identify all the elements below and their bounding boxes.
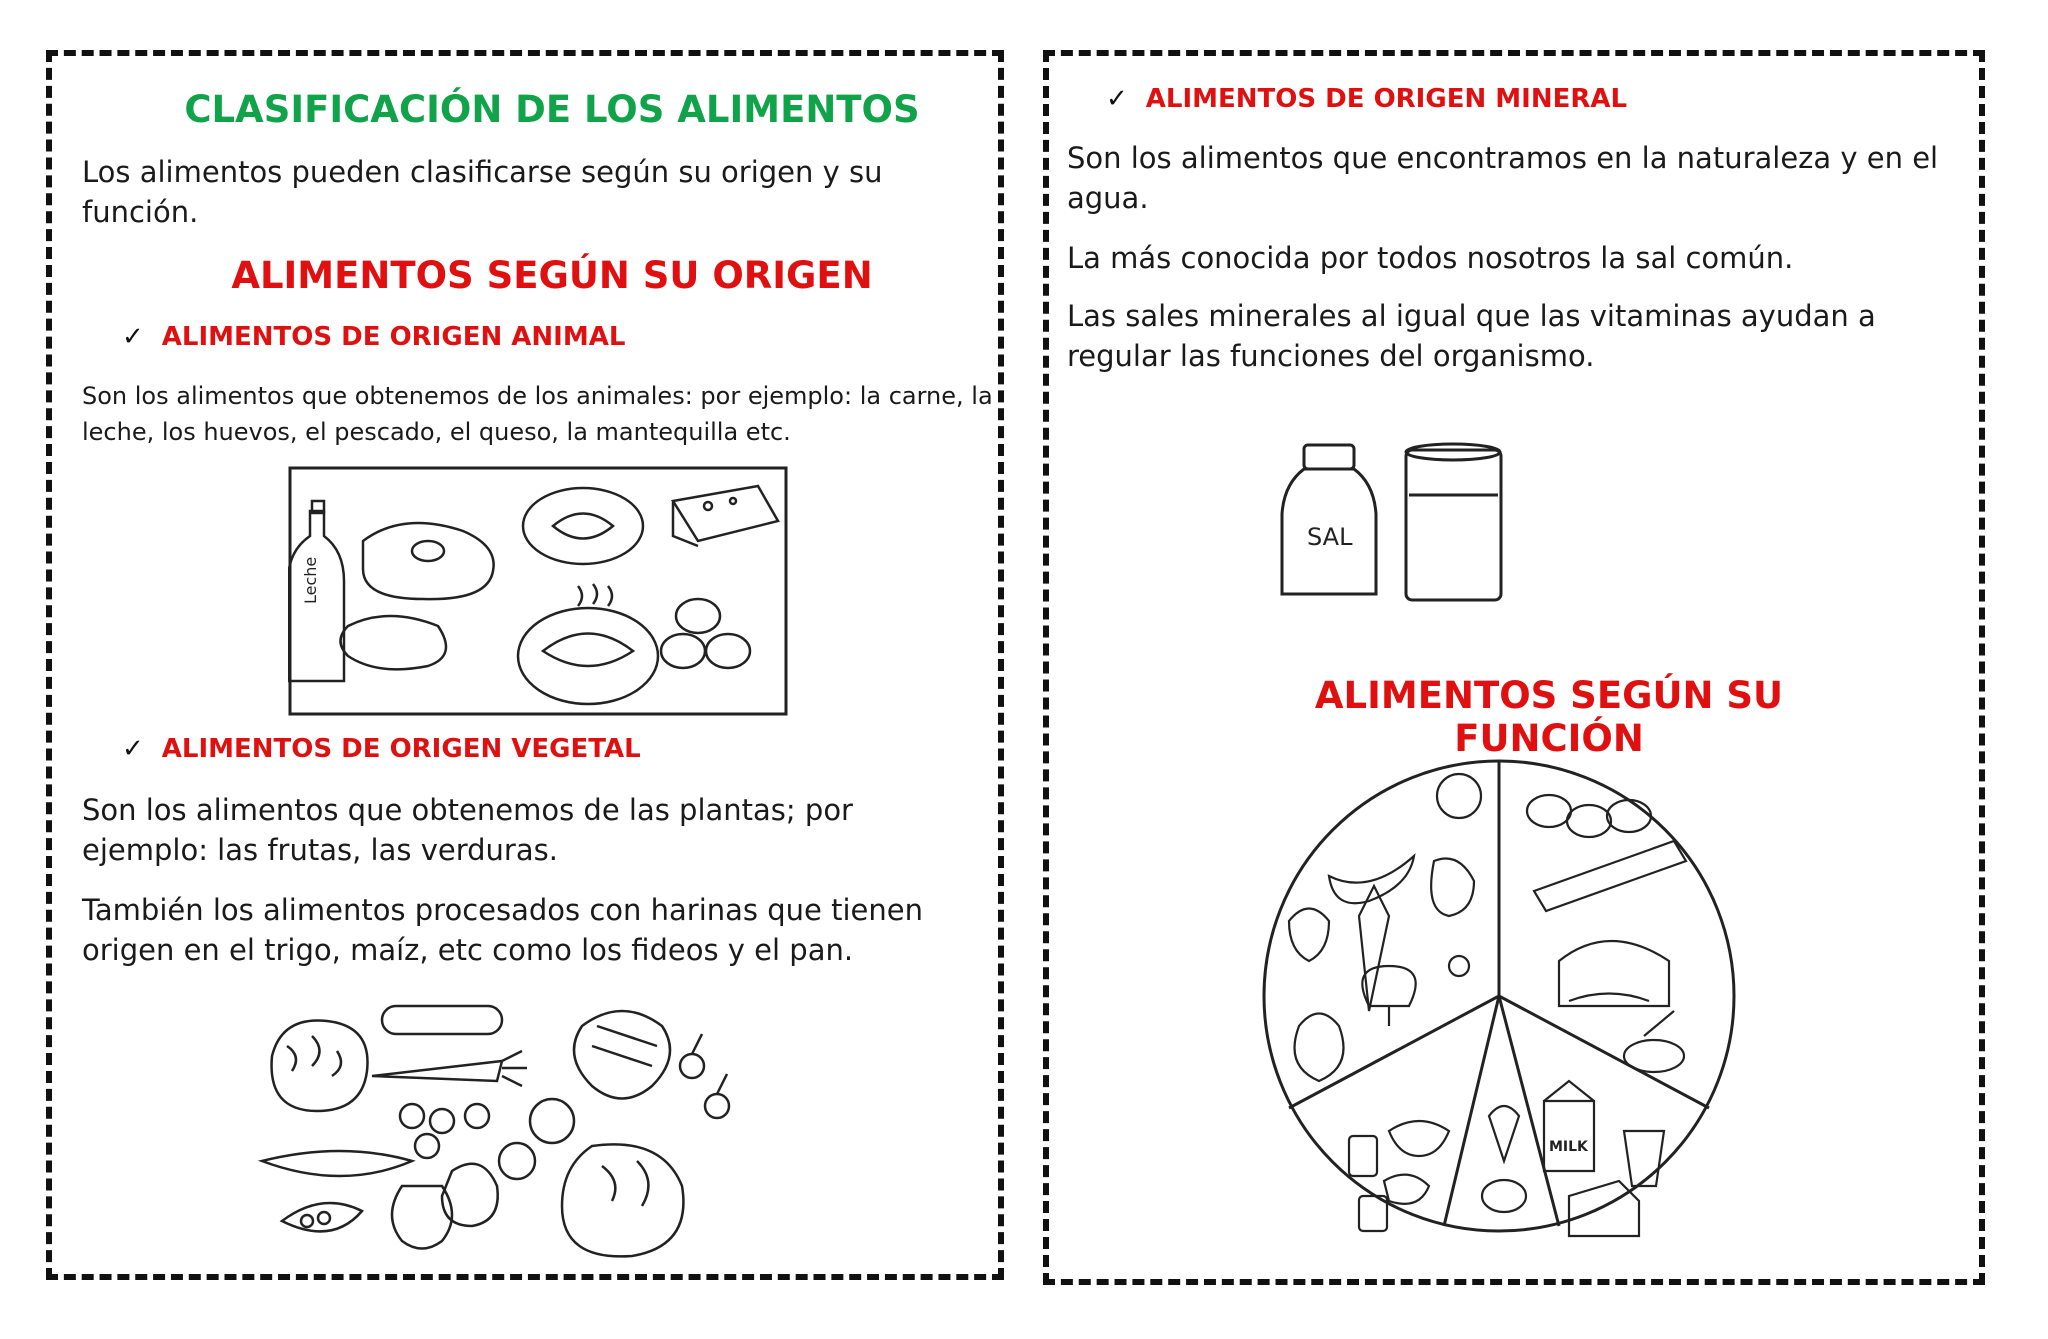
- bottle-label: Leche: [301, 556, 320, 604]
- strawberry-icon: [1289, 909, 1329, 962]
- function-heading: ALIMENTOS SEGÚN SU FUNCIÓN: [1314, 674, 1784, 760]
- pineapple-icon: [1295, 1014, 1344, 1082]
- broccoli-icon: [1362, 966, 1415, 1026]
- dumpling-icon: [1482, 1180, 1526, 1212]
- animal-text: Son los alimentos que obtenemos de los animales: por ejemplo: la carne, la leche, los huevos, el pescado, el queso, la mantequilla etc.: [82, 382, 993, 446]
- page-title: CLASIFICACIÓN DE LOS ALIMENTOS: [184, 88, 920, 131]
- origin-heading: ALIMENTOS SEGÚN SU ORIGEN: [231, 254, 873, 297]
- zucchini-icon: [262, 1151, 412, 1176]
- food-groups-plate: [1259, 756, 1739, 1246]
- bread-icon: [1559, 941, 1669, 1006]
- pepper-icon: [1431, 859, 1474, 917]
- mineral-text-2: La más conocida por todos nosotros la sal común.: [1067, 241, 1794, 275]
- pasta-icon: [1534, 841, 1686, 911]
- mineral-text-1: Son los alimentos que encontramos en la naturaleza y en el agua.: [1067, 141, 1939, 215]
- potato-icon: [400, 1104, 424, 1128]
- left-panel: [46, 50, 1004, 1280]
- salt-water-illustration: [1279, 440, 1509, 610]
- milk-label: MILK: [1549, 1139, 1588, 1155]
- check-icon: ✓: [1106, 84, 1128, 114]
- cereal-bowl-icon: [1624, 1040, 1684, 1072]
- banana-icon: [1329, 856, 1414, 903]
- vegetal-heading: [122, 734, 641, 764]
- right-panel: [1043, 50, 1985, 1285]
- radish-icon: [680, 1054, 704, 1078]
- lettuce-icon: [272, 1020, 368, 1111]
- vegetal-text-2: También los alimentos procesados con harinas que tienen origen en el trigo, maíz, etc como los fideos y el pan.: [82, 893, 923, 967]
- mineral-heading: [1106, 84, 1627, 114]
- cherry-icon: [1449, 956, 1469, 976]
- cucumber-icon: [382, 1006, 502, 1034]
- animal-heading-label: ALIMENTOS DE ORIGEN ANIMAL: [161, 322, 626, 352]
- carrot-icon: [372, 1061, 502, 1081]
- animal-foods-illustration: [288, 466, 788, 716]
- chicken-icon: [1389, 1121, 1449, 1156]
- can-icon: [1349, 1136, 1377, 1176]
- cheese-icon: [1569, 1181, 1639, 1236]
- peas-icon: [282, 1203, 362, 1231]
- tomato-icon: [530, 1099, 574, 1143]
- pepper-icon: [442, 1164, 498, 1226]
- check-icon: ✓: [122, 734, 144, 764]
- orange-icon: [1437, 774, 1481, 818]
- steak-icon: [1384, 1175, 1429, 1204]
- check-icon: ✓: [122, 322, 144, 352]
- milk-carton-icon: [1544, 1081, 1594, 1171]
- salt-shaker-icon: [1304, 445, 1354, 469]
- vegetal-heading-label: ALIMENTOS DE ORIGEN VEGETAL: [161, 734, 641, 764]
- yogurt-icon: [1624, 1131, 1664, 1186]
- mineral-text-3: Las sales minerales al igual que las vitaminas ayudan a regular las funciones del organismo.: [1067, 299, 1876, 373]
- ice-cream-icon: [1489, 1106, 1519, 1161]
- animal-heading: [122, 322, 625, 352]
- potato-icon: [1527, 795, 1571, 827]
- vegetal-text-1: Son los alimentos que obtenemos de las plantas; por ejemplo: las frutas, las verduras.: [82, 793, 853, 867]
- salt-label: SAL: [1307, 523, 1353, 551]
- cabbage-icon: [562, 1144, 683, 1256]
- water-glass-icon: [1406, 450, 1501, 600]
- mineral-heading-label: ALIMENTOS DE ORIGEN MINERAL: [1145, 84, 1628, 114]
- intro-text: Los alimentos pueden clasificarse según su origen y su función.: [82, 155, 883, 229]
- vegetables-illustration: [252, 996, 872, 1286]
